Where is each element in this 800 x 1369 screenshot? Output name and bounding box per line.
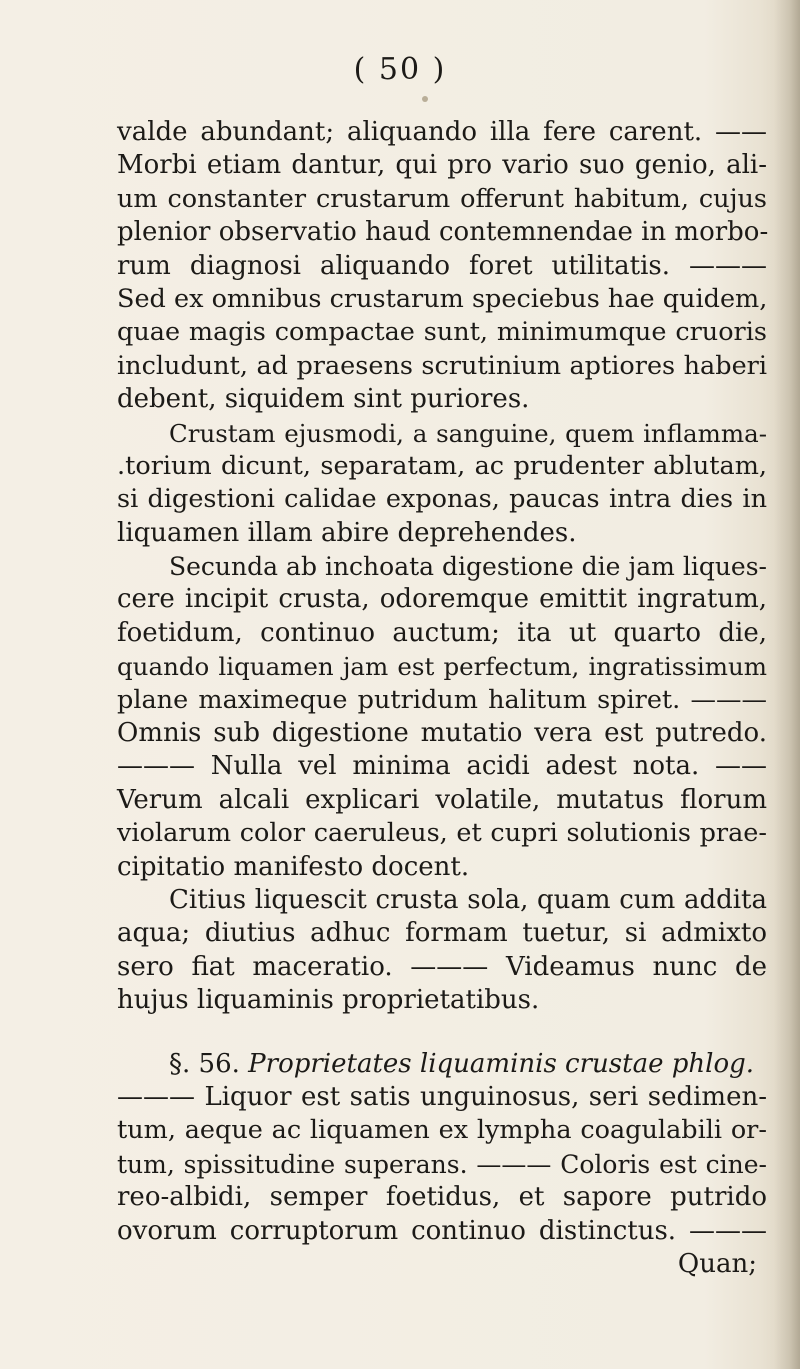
text-line: tum, aeque ac liquamen ex lympha coagulabili or-: [117, 1115, 767, 1146]
text-line: um constanter crustarum offerunt habitum, cujus: [117, 183, 767, 214]
text-line: Crustam ejusmodi, a sanguine, quem inflamma-: [169, 418, 767, 448]
text-line: valde abundant; aliquando illa fere carent. ——: [117, 117, 767, 147]
text-line: ——— Nulla vel minima acidi adest nota. ——: [117, 751, 767, 782]
page-edge-shadow: [774, 0, 800, 1369]
text-line: rum diagnosi aliquando foret utilitatis. ———: [117, 250, 767, 281]
text-line: quae magis compactae sunt, minimumque cruoris: [117, 317, 767, 348]
text-line: si digestioni calidae exponas, paucas intra dies in: [117, 484, 767, 515]
text-line: reo-albidi, semper foetidus, et sapore putrido: [117, 1182, 767, 1213]
text-line: ——— Liquor est satis unguinosus, seri sedimen-: [117, 1081, 767, 1112]
text-line: Omnis sub digestione mutatio vera est putredo.: [117, 718, 767, 749]
text-line: Quan;: [677, 1248, 757, 1279]
text-line: Citius liquescit crusta sola, quam cum addita: [169, 884, 767, 915]
text-line: [117, 1048, 767, 1081]
text-line: includunt, ad praesens scrutinium aptiores haberi: [117, 350, 767, 381]
text-line: .torium dicunt, separatam, ac prudenter ablutam,: [117, 450, 767, 481]
text-line: quando liquamen jam est perfectum, ingratissimum: [117, 652, 767, 682]
ink-spot: [422, 96, 428, 102]
text-line: cipitatio manifesto docent.: [117, 851, 470, 882]
text-line: foetidum, continuo auctum; ita ut quarto die,: [117, 617, 767, 648]
text-line: violarum color caeruleus, et cupri solutionis prae-: [117, 818, 767, 849]
text-line: Verum alcali explicari volatile, mutatus florum: [117, 784, 767, 815]
text-line: plane maximeque putridum halitum spiret. ———: [117, 684, 767, 715]
section-title: Proprietates liquaminis crustae phlog.: [248, 1048, 755, 1079]
text-line: liquamen illam abire deprehendes.: [117, 517, 577, 548]
text-line: tum, spissitudine superans. ——— Coloris est cine-: [117, 1149, 767, 1179]
text-line: Sed ex omnibus crustarum speciebus hae quidem,: [117, 283, 768, 314]
body-text: [117, 116, 767, 1281]
text-line: ovorum corruptorum continuo distinctus. ———: [117, 1215, 767, 1246]
page-number: ( 50 ): [353, 52, 447, 87]
text-line: sero fiat maceratio. ——— Videamus nunc de: [117, 951, 767, 982]
text-line: plenior observatio haud contemnendae in morbo-: [117, 217, 769, 248]
text-line: aqua; diutius adhuc formam tuetur, si admixto: [117, 918, 767, 949]
text-line: hujus liquaminis proprietatibus.: [117, 985, 540, 1016]
text-line: Secunda ab inchoata digestione die jam liques-: [169, 552, 767, 582]
text-line: debent, siquidem sint puriores.: [117, 384, 530, 415]
section-number: §. 56.: [169, 1048, 249, 1079]
text-line: Morbi etiam dantur, qui pro vario suo genio, ali-: [117, 150, 767, 181]
text-line: cere incipit crusta, odoremque emittit ingratum,: [117, 584, 767, 615]
